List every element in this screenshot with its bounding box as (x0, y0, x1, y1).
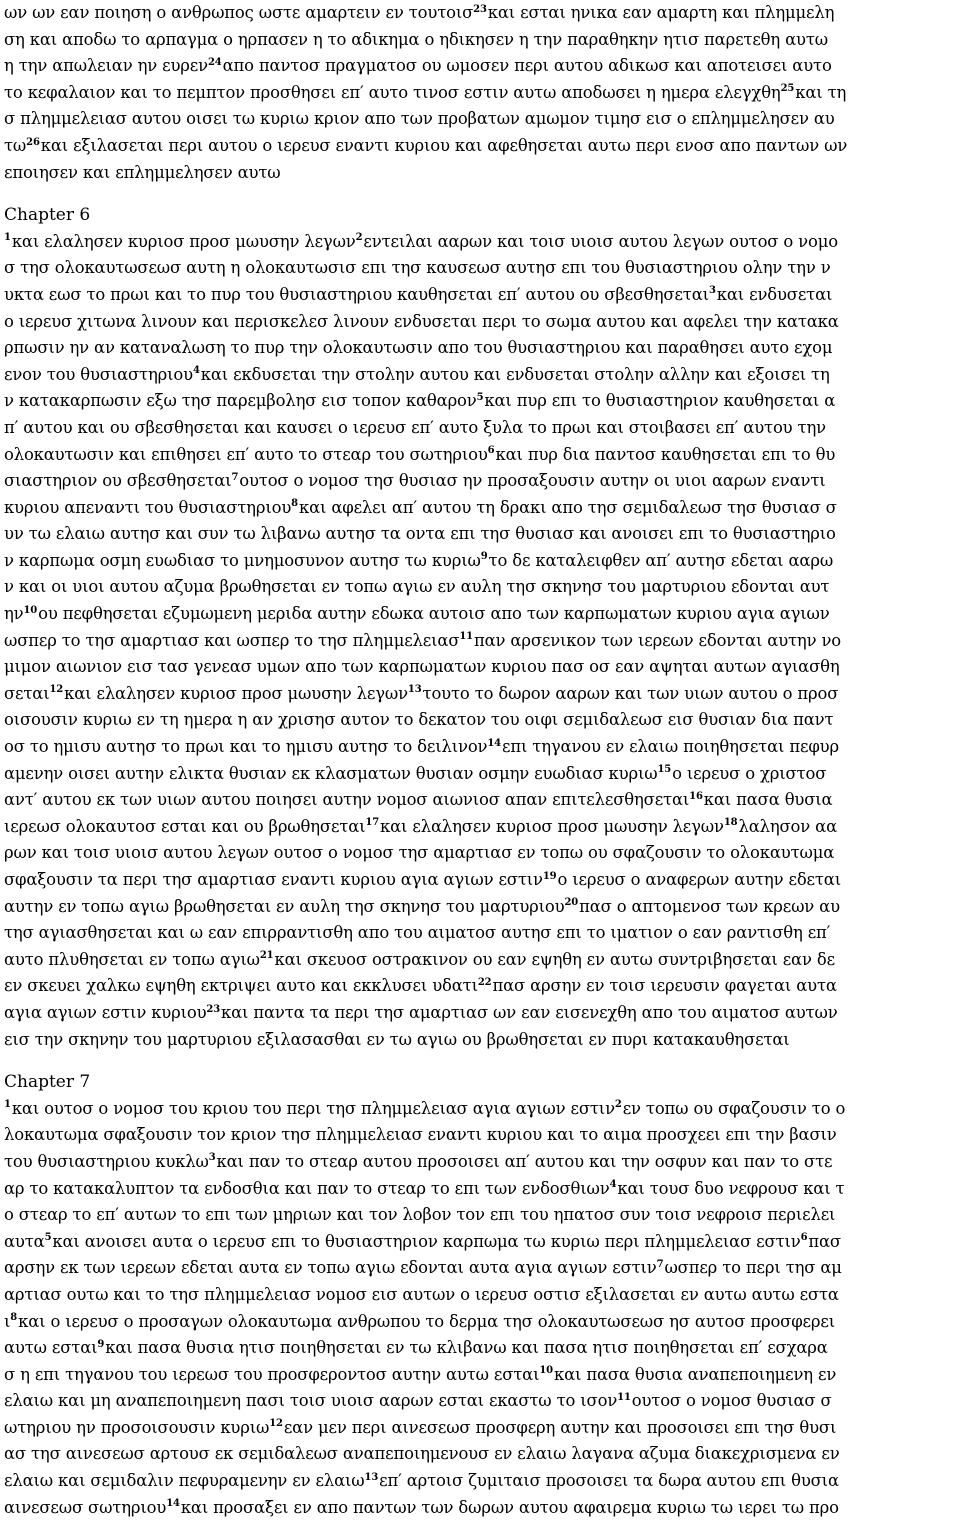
text-line (4, 1122, 956, 1149)
text-line (4, 707, 956, 734)
verse-text: ασ τησ αινεσεωσ αρτουσ εκ σεμιδαλεωσ αναπεποιημενουσ εν ελαιω λαγανα αζυμα διακεχρισμενα εν (4, 1444, 840, 1464)
text-line (4, 1096, 956, 1123)
verse-text: αντ′ αυτου εκ των υιων αυτου ποιησει αυτην νομοσ αιωνιοσ απαν επιτελεσθησεται (4, 790, 690, 810)
text-line (4, 1202, 956, 1229)
text-line (4, 229, 956, 256)
verse-text: και ο ιερευσ ο προσαγων ολοκαυτωμα ανθρωπου το δερμα τησ ολοκαυτωσεωσ ησ αυτοσ προσφερει (18, 1311, 835, 1331)
text-line (4, 282, 956, 309)
verse-text: και σκευοσ οστρακινον ου εαν εψηθη εν αυτω συντριβησεται εαν δε (274, 949, 835, 969)
verse-text: η την απωλειαν ην ευρεν (4, 56, 208, 76)
verse-text: αρτιασ ουτω και το τησ πλημμελειασ νομοσ εισ αυτων ο ιερευσ οστισ εξιλασεται εν αυτω αυτω εστα (4, 1284, 839, 1304)
verse-text: ν και οι υιοι αυτου αζυμα βρωθησεται εν τοπω αγιω εν αυλη τησ σκηνησ του μαρτυριου εδονται αυτ (4, 577, 830, 597)
verse-text: επ′ αρτοισ ζυμιταισ προσοισει τα δωρα αυτου επι θυσια (379, 1471, 839, 1491)
verse-text: και παν το στεαρ αυτου προσοισει απ′ αυτου και την οσφυν και παν το στε (216, 1151, 833, 1171)
verse-text: ωτηριου ην προσοισουσιν κυριω (4, 1417, 270, 1437)
verse-text: εν σκευει χαλκω εψηθη εκτριψει αυτο και εκκλυσει υδατι (4, 976, 478, 996)
verse-text: υκτα εωσ το πρωι και το πυρ του θυσιαστηριου καυθησεται επ′ αυτου ου σβεσθησεται (4, 284, 709, 304)
verse-text: και ελαλησεν κυριοσ προσ μωυσην λεγων (64, 683, 408, 703)
text-line (4, 840, 956, 867)
verse-text: εν τοπω ου σφαζουσιν το ο (622, 1098, 846, 1118)
text-line (4, 1282, 956, 1309)
text-line (4, 1149, 956, 1176)
verse-text: μιμον αιωνιον εισ τασ γενεασ υμων απο των καρπωματων κυριου πασ οσ εαν αψηται αυτων αγιασθη (4, 657, 840, 677)
text-line (4, 574, 956, 601)
verse-number: 9 (97, 1338, 105, 1350)
text-line (4, 309, 956, 336)
verse-text: πασ (808, 1231, 841, 1251)
verse-text: εντειλαι ααρων και τοισ υιοισ αυτου λεγων ουτοσ ο νομο (363, 231, 838, 251)
verse-text: και εκδυσεται την στολην αυτου και ενδυσεται στολην αλλην και εξοισει τη (200, 364, 830, 384)
text-line (4, 867, 956, 894)
verse-text: ρων και τοισ υιοισ αυτου λεγων ουτοσ ο νομοσ τησ αμαρτιασ εν τοπω ου σφαζουσιν το ολοκαυτωμα (4, 843, 835, 863)
text-line (4, 133, 956, 160)
verse-text: ολοκαυτωσιν και επιθησει επ′ αυτο το στεαρ του σωτηριου (4, 444, 488, 464)
verse-number: 7 (656, 1258, 664, 1270)
verse-text: και ανοισει αυτα ο ιερευσ επι το θυσιαστηριον καρπωμα τω κυριω περι πλημμελειασ εστιν (52, 1231, 801, 1251)
text-line (4, 442, 956, 469)
verse-text: και ελαλησεν κυριοσ προσ μωυσην λεγων (11, 231, 356, 251)
chapter-heading: Chapter 6 (4, 205, 91, 226)
verse-number: 1 (4, 232, 11, 244)
verse-text: π′ αυτου και ου σβεσθησεται και καυσει ο ιερευσ επ′ αυτο ξυλα το πρωι και στοιβασει επ′ αυτου την (4, 417, 826, 437)
verse-number: 25 (780, 83, 795, 95)
verse-text: και πασα θυσια (703, 790, 833, 810)
text-line (4, 548, 956, 575)
text-line (4, 1468, 956, 1495)
verse-number: 7 (231, 471, 239, 483)
text-line (4, 973, 956, 1000)
verse-number: 8 (291, 498, 298, 510)
verse-text: αγια αγιων εστιν κυριου (4, 1002, 207, 1022)
verse-text: αινεσεωσ σωτηριου (4, 1497, 167, 1517)
verse-text: σφαξουσιν τα περι τησ αμαρτιασ εναντι κυριου αγια αγιων εστιν (4, 870, 543, 889)
verse-text: σ τησ ολοκαυτωσεωσ αυτη η ολοκαυτωσισ επι τησ καυσεωσ αυτησ επι του θυσιαστηριου ολην την ν (4, 258, 831, 278)
verse-number: 16 (689, 790, 703, 802)
verse-text: και ελαλησεν κυριοσ προσ μωυσην λεγων (380, 816, 724, 836)
verse-number: 20 (564, 897, 579, 909)
verse-text: ου πεφθησεται εζυμωμενη μεριδα αυτην εδωκα αυτοισ απο των καρπωματων κυριου αγια αγιων (38, 604, 830, 624)
text-line (4, 468, 956, 495)
verse-text: λαλησον αα (738, 816, 837, 836)
verse-text: εαν μεν περι αινεσεωσ προσφερη αυτην και προσοισει επι τησ θυσι (283, 1417, 837, 1437)
verse-number: 5 (44, 1232, 52, 1244)
text-line (4, 1229, 956, 1256)
text-line (4, 628, 956, 655)
verse-number: 2 (355, 232, 363, 244)
verse-number: 23 (206, 1003, 221, 1015)
text-line (4, 761, 956, 788)
text-line (4, 255, 956, 282)
text-line (4, 415, 956, 442)
verse-number: 10 (23, 604, 38, 616)
verse-text: αμενην οισει αυτην ελικτα θυσιαν εκ κλασματων θυσιαν οσμην ευωδιασ κυριω (4, 763, 658, 783)
verse-text: και προσαξει εν απο παντων των δωρων αυτου αφαιρεμα κυριω τω ιερει τω προ (180, 1497, 839, 1517)
verse-number: 22 (477, 976, 492, 988)
text-line (4, 495, 956, 522)
verse-text: αυτα (4, 1231, 45, 1251)
text-line (4, 1255, 956, 1282)
verse-number: 24 (207, 56, 222, 68)
verse-text: τουτο το δωρον ααρων και των υιων αυτου ο προσ (422, 683, 839, 703)
text-line (4, 920, 956, 947)
verse-text: και ενδυσεται (716, 284, 833, 304)
verse-text: ουτοσ ο νομοσ θυσιασ σ (631, 1391, 832, 1411)
verse-number: 23 (473, 3, 487, 15)
verse-text: ν κατακαρπωσιν εξω τησ παρεμβολησ εισ τοπον καθαρον (4, 391, 477, 411)
verse-number: 19 (542, 870, 557, 882)
text-line (4, 1388, 956, 1415)
text-line (4, 601, 956, 628)
verse-text: πασ ο απτομενοσ των κρεων αυ (579, 896, 840, 916)
verse-text: οσ το ημισυ αυτησ το πρωι και το ημισυ αυτησ το δειλινον (4, 737, 488, 757)
text-line (4, 27, 956, 54)
verse-text: και παντα τα περι τησ αμαρτιασ ων εαν εισενεχθη απο του αιματοσ αυτων (221, 1002, 838, 1022)
verse-text: και πασα θυσια ητισ ποιηθησεται εν τω κλιβανω και πασα ητισ ποιηθησεται επ′ εσχαρα (105, 1338, 828, 1358)
verse-number: 15 (657, 764, 672, 776)
verse-text: ν καρπωμα οσμη ευωδιασ το μνημοσυνον αυτησ τω κυριω (4, 550, 481, 570)
verse-text: παν αρσενικον των ιερεων εδονται αυτην νο (474, 630, 842, 650)
text-line (4, 654, 956, 681)
verse-text: σ πλημμελειασ αυτου οισει τω κυριω κριον απο των προβατων αμωμον τιμησ εισ ο επλημμελησεν αυ (4, 109, 835, 129)
text-line (4, 894, 956, 921)
verse-text: αυτω εσται (4, 1338, 98, 1358)
verse-text: λοκαυτωμα σφαξουσιν τον κριον τησ πλημμελειασ εναντι κυριου και το αιμα προσχεει επι την βασιν (4, 1125, 837, 1145)
text-line (4, 1495, 956, 1521)
verse-text: το κεφαλαιον και το πεμπτον προσθησει επ′ αυτο τινοσ εστιν αυτω αποδωσει η ημερα ελεγχθη (4, 82, 781, 102)
text-line (4, 681, 956, 708)
verse-number: 12 (49, 684, 64, 696)
verse-number: 21 (259, 950, 274, 962)
verse-text: ελαιω και μη αναπεποιημενη πασι τοισ υιοισ ααρων εσται εκαστω το ισον (4, 1391, 618, 1411)
verse-text: σιαστηριον ου σβεσθησεται (4, 471, 232, 491)
text-line (4, 1309, 956, 1336)
verse-number: 9 (480, 551, 488, 563)
text-line (4, 80, 956, 107)
verse-text: ο στεαρ το επ′ αυτων το επι των μηριων και τον λοβον τον επι του ηπατοσ συν τοισ νεφροισ περιελει (4, 1205, 836, 1225)
verse-number: 3 (208, 1152, 216, 1164)
verse-text: υν τω ελαιω αυτησ και συν τω λιβανω αυτησ τα οντα επι τησ θυσιασ και ανοισει επι το θυσιαστηριο (4, 524, 836, 544)
verse-text: ση και αποδω το αρπαγμα ο ηρπασεν η το αδικημα ο ηδικησεν η την παραθηκην ητισ παρετεθη αυτω (4, 29, 828, 49)
verse-text: σεται (4, 683, 50, 703)
verse-number: 1 (4, 1099, 11, 1111)
verse-number: 2 (614, 1099, 622, 1111)
text-line (4, 1415, 956, 1442)
verse-number: 4 (192, 365, 200, 377)
verse-text: ι (4, 1311, 11, 1331)
text-line (4, 53, 956, 80)
text-line (4, 335, 956, 362)
verse-text: και πασα θυσια αναπεποιημενη εν (554, 1364, 837, 1384)
verse-number: 17 (365, 817, 380, 829)
verse-text: και τουσ δυο νεφρουσ και τ (617, 1178, 845, 1198)
verse-number: 6 (800, 1232, 808, 1244)
text-line (4, 106, 956, 133)
verse-text: τω (4, 135, 27, 155)
verse-text: ο ιερευσ χιτωνα λινουν και περισκελεσ λινουν ενδυσεται περι το σωμα αυτου και αφελει την κατακα (4, 311, 839, 331)
verse-text: εισ την σκηνην του μαρτυριου εξιλασασθαι εν τω αγιω ου βρωθησεται εν πυρι κατακαυθησεται (4, 1029, 790, 1049)
verse-text: ωσπερ το τησ αμαρτιασ και ωσπερ το τησ πλημμελειασ (4, 630, 460, 650)
verse-number: 18 (723, 817, 738, 829)
verse-text: και εξιλασεται περι αυτου ο ιερευσ εναντι κυριου και αφεθησεται αυτω περι ενοσ απο παντων ων (40, 135, 848, 155)
verse-text: αρ το κατακαλυπτον τα ενδοσθια και παν το στεαρ το επι των ενδοσθιων (4, 1178, 610, 1198)
section-gap (4, 186, 956, 198)
text-line (4, 1335, 956, 1362)
verse-text: ιερεωσ ολοκαυτοσ εσται και ου βρωθησεται (4, 816, 366, 836)
verse-text: αρσην εκ των ιερεων εδεται αυτα εν τοπω αγιω εδονται αυτα αγια αγιων εστιν (4, 1258, 657, 1278)
text-line (4, 1000, 956, 1027)
verse-text: ουτοσ ο νομοσ τησ θυσιασ ην προσαξουσιν αυτην οι υιοι ααρων εναντι (239, 471, 826, 491)
verse-number: 6 (487, 445, 495, 457)
verse-text: αυτο πλυθησεται εν τοπω αγιω (4, 949, 260, 969)
verse-text: πασ αρσην εν τοισ ιερευσιν φαγεται αυτα (492, 976, 837, 996)
verse-number: 14 (166, 1498, 180, 1510)
section-gap (4, 1053, 956, 1065)
verse-text: αυτην εν τοπω αγιω βρωθησεται εν αυλη τησ σκηνησ του μαρτυριου (4, 896, 565, 916)
verse-number: 5 (476, 391, 484, 403)
verse-text: επι τηγανου εν ελαιω ποιηθησεται πεφυρ (502, 737, 839, 757)
verse-number: 11 (617, 1391, 631, 1403)
verse-text: εποιησεν και επλημμελησεν αυτω (4, 162, 281, 182)
verse-text: και ουτοσ ο νομοσ του κριου του περι τησ πλημμελειασ αγια αγιων εστιν (11, 1098, 615, 1118)
verse-text: τησ αγιασθησεται και ω εαν επιρραντισθη απο του αιματοσ αυτησ επι το ιματιον ο εαν ραντισθη επ′ (4, 923, 831, 943)
verse-text: και πυρ δια παντοσ καυθησεται επι το θυ (495, 444, 836, 464)
verse-number: 13 (364, 1471, 379, 1483)
verse-text: και τη (795, 82, 847, 102)
text-line (4, 1027, 956, 1054)
verse-text: ο ιερευσ ο χριστοσ (672, 763, 827, 783)
verse-text: ων ων εαν ποιηση ο ανθρωπος ωστε αμαρτειν εν τουτοισ (4, 3, 474, 22)
verse-text: το δε καταλειφθεν απ′ αυτησ εδεται ααρω (488, 550, 834, 570)
text-line (4, 388, 956, 415)
text-line (4, 521, 956, 548)
verse-text: ελαιω και σεμιδαλιν πεφυραμενην εν ελαιω (4, 1471, 365, 1491)
verse-text: οισουσιν κυριω εν τη ημερα η αν χρισησ αυτον το δεκατον του οιφι σεμιδαλεωσ εισ θυσιαν δια παντ (4, 710, 834, 730)
verse-text: απο παντοσ πραγματοσ ου ωμοσεν περι αυτου αδικωσ και αποτεισει αυτο (222, 56, 832, 76)
verse-text: και αφελει απ′ αυτου τη δρακι απο τησ σεμιδαλεωσ τησ θυσιασ σ (298, 497, 837, 517)
verse-text: του θυσιαστηριου κυκλω (4, 1151, 209, 1171)
verse-text: ρπωσιν ην αν καταναλωση το πυρ την ολοκαυτωσιν απο του θυσιαστηριου και παραθησει αυτο εχομ (4, 338, 833, 358)
verse-text: ενον του θυσιαστηριου (4, 364, 193, 384)
verse-number: 26 (26, 136, 40, 148)
verse-text: σ η επι τηγανου του ιερεωσ του προσφεροντοσ αυτην αυτω εσται (4, 1364, 540, 1384)
verse-number: 8 (10, 1312, 18, 1324)
text-line (4, 0, 956, 27)
chapter-heading: Chapter 7 (4, 1072, 91, 1093)
verse-number: 3 (708, 285, 716, 297)
verse-text: ην (4, 604, 24, 624)
verse-number: 14 (487, 737, 501, 749)
text-line (4, 160, 956, 187)
text-line (4, 814, 956, 841)
verse-text: ωσπερ το περι τησ αμ (664, 1258, 842, 1278)
text-line (4, 1441, 956, 1468)
text-line (4, 787, 956, 814)
text-line (4, 947, 956, 974)
verse-text: ο ιερευσ ο αναφερων αυτην εδεται (557, 870, 841, 889)
verse-number: 13 (407, 684, 422, 696)
verse-text: και εσται ηνικα εαν αμαρτη και πλημμελη (487, 3, 835, 22)
verse-text: κυριου απεναντι του θυσιαστηριου (4, 497, 292, 517)
verse-number: 11 (459, 631, 473, 643)
verse-number: 4 (609, 1179, 617, 1191)
verse-number: 10 (539, 1365, 553, 1377)
text-line (4, 362, 956, 389)
verse-text: και πυρ επι το θυσιαστηριον καυθησεται α (484, 391, 836, 411)
text-line (4, 1362, 956, 1389)
text-line (4, 734, 956, 761)
text-line (4, 1176, 956, 1203)
verse-number: 12 (269, 1418, 283, 1430)
